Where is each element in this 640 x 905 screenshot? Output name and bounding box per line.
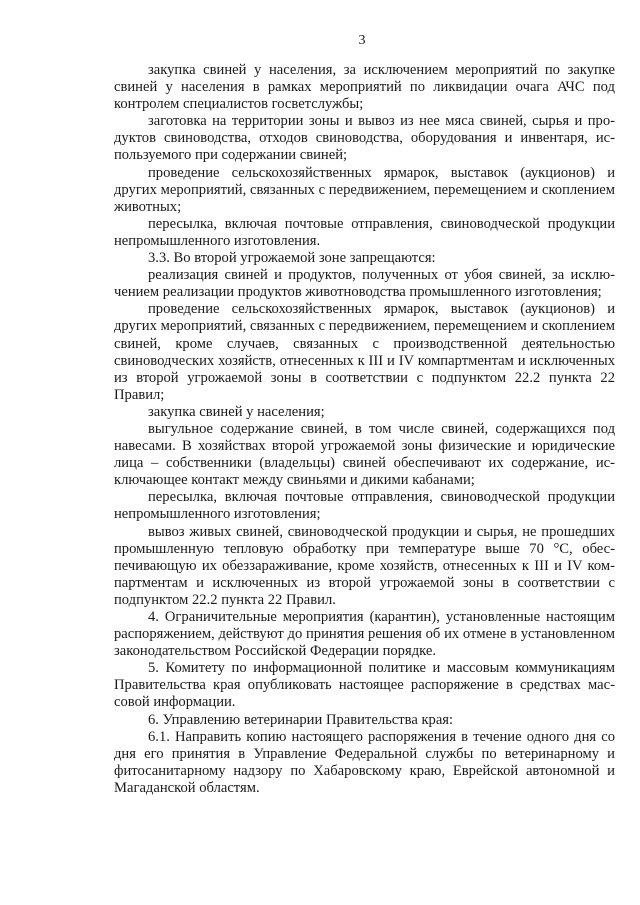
section-5-publication: 5. Комитету по информационной политике и массовым коммуникациям Правительства края опубликовать настоящее распоряжение в средствах массовой информации.: [114, 660, 615, 711]
paragraph-procurement-ban-zone-2: закупка свиней у населения;: [148, 403, 325, 420]
section-6-1-copy: 6.1. Направить копию настоящего распоряжения в течение одного дня со дня его принятия в Управление Федеральной службы по ветеринарному и фитосанитарному надзору по Хабаровскому краю, Еврейской автономной и Магаданской областям.: [114, 728, 615, 796]
paragraph-sale-ban: реализация свиней и продуктов, полученных от убоя свиней, за исключением реализации продуктов животноводства промышленного изготовления;: [114, 267, 615, 301]
paragraph-fairs-ban-zone-2: проведение сельскохозяйственных ярмарок, выставок (аукционов) и других мероприятий, связанных с передвижением, перемещением и скоплением свиней, кроме случаев, связанных с производственной деятельностью свиноводческих хозяйств, отнесенных к III и IV компартментам и исключенных из второй угрожаемой зоны в соответствии с подпунктом 22.2 пункта 22 Правил;: [114, 301, 615, 403]
paragraph-harvesting-ban: заготовка на территории зоны и вывоз из нее мяса свиней, сырья и продуктов свиноводства, отходов свиноводства, оборудования и инвентаря, используемого при содержании свиней;: [114, 113, 615, 164]
document-body: [114, 62, 615, 797]
paragraph-mailing-ban-zone-2: пересылка, включая почтовые отправления, свиноводческой продукции непромышленного изготовления;: [114, 489, 615, 523]
paragraph-fairs-ban: проведение сельскохозяйственных ярмарок, выставок (аукционов) и других мероприятий, связанных с передвижением, перемещением и скоплением животных;: [114, 164, 615, 215]
section-6-heading: 6. Управлению ветеринарии Правительства края:: [148, 711, 454, 728]
paragraph-free-range-ban: выгульное содержание свиней, в том числе свиней, содержащихся под навесами. В хозяйствах второй угрожаемой зоны физические и юридические лица – собственники (владельцы) свиней обеспечивают их содержание, исключающее контакт между свиньями и дикими кабанами;: [114, 420, 615, 489]
section-4-quarantine: 4. Ограничительные мероприятия (карантин), установленные настоящим распоряжением, действуют до принятия решения об их отмене в установленном законодательством Российской Федерации порядке.: [114, 609, 615, 660]
paragraph-export-ban: вывоз живых свиней, свиноводческой продукции и сырья, не прошедших промышленную тепловую обработку при температуре выше 70 °С, обеспечивающую их обеззараживание, кроме хозяйств, отнесенных к III и IV компартментам и исключенных из второй угрожаемой зоны в соответствии с подпунктом 22.2 пункта 22 Правил.: [114, 523, 615, 608]
paragraph-procurement-ban: закупка свиней у населения, за исключением мероприятий по закупке свиней у населения в рамках мероприятий по ликвидации очага АЧС под контролем специалистов госветслужбы;: [114, 62, 615, 113]
page-number: 3: [358, 33, 366, 48]
paragraph-mailing-ban: пересылка, включая почтовые отправления, свиноводческой продукции непромышленного изготовления.: [114, 215, 615, 249]
section-3-3-heading: 3.3. Во второй угрожаемой зоне запрещаются:: [148, 250, 436, 267]
